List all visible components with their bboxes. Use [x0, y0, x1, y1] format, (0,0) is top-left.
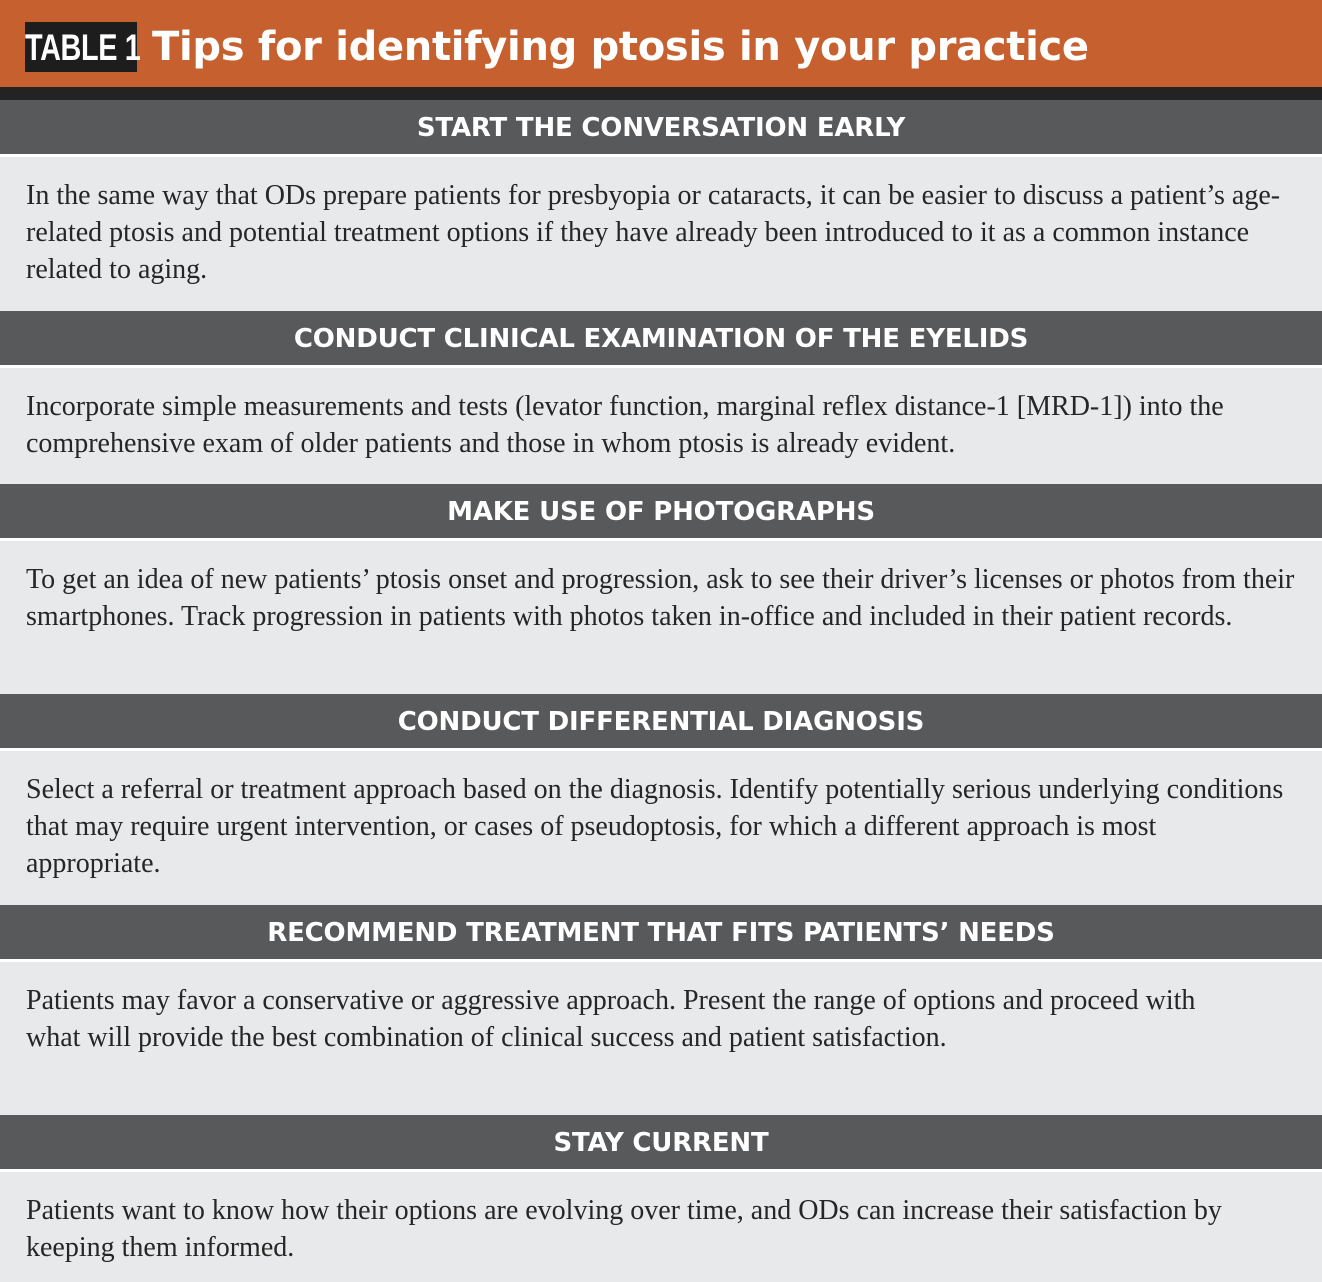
table-number-label: TABLE 1 — [25, 27, 141, 68]
section-heading: RECOMMEND TREATMENT THAT FITS PATIENTS’ NEEDS — [0, 905, 1322, 962]
table-title: Tips for identifying ptosis in your practice — [152, 24, 1089, 70]
section-body — [0, 541, 1322, 694]
tip-section — [0, 484, 1322, 694]
section-text: Patients want to know how their options are evolving over time, and ODs can increase their satisfaction by keeping them informed. — [26, 1195, 1222, 1263]
section-body — [0, 1172, 1322, 1282]
tip-section — [0, 905, 1322, 1115]
header-divider — [0, 87, 1322, 100]
section-text: Patients may favor a conservative or aggressive approach. Present the range of options and proceed with what will provide the best combination of clinical success and patient satisfaction. — [26, 985, 1196, 1053]
section-text: In the same way that ODs prepare patients for presbyopia or cataracts, it can be easier to discuss a patient’s age-related ptosis and potential treatment options if they have already been introduced to it as a common instance related to aging. — [26, 180, 1281, 285]
section-body — [0, 368, 1322, 484]
section-text: Incorporate simple measurements and tests (levator function, marginal reflex distance-1 [MRD-1]) into the comprehensive exam of older patients and those in whom ptosis is already evident. — [26, 391, 1224, 459]
tip-section — [0, 100, 1322, 311]
tip-section — [0, 1115, 1322, 1282]
section-body — [0, 962, 1322, 1115]
section-heading: MAKE USE OF PHOTOGRAPHS — [0, 484, 1322, 541]
section-heading: CONDUCT DIFFERENTIAL DIAGNOSIS — [0, 694, 1322, 751]
tip-section — [0, 694, 1322, 905]
tip-section — [0, 311, 1322, 484]
section-heading: STAY CURRENT — [0, 1115, 1322, 1172]
tips-list — [0, 100, 1322, 1282]
section-body — [0, 157, 1322, 311]
table-number-tag — [25, 22, 141, 72]
section-text: To get an idea of new patients’ ptosis onset and progression, ask to see their driver’s licenses or photos from their smartphones. Track progression in patients with photos taken in-office and included in their patient records. — [26, 564, 1295, 632]
section-heading: CONDUCT CLINICAL EXAMINATION OF THE EYELIDS — [0, 311, 1322, 368]
section-text: Select a referral or treatment approach based on the diagnosis. Identify potentially serious underlying conditions that may require urgent intervention, or cases of pseudoptosis, for which a different approach is most appropriate. — [26, 774, 1284, 879]
section-body — [0, 751, 1322, 905]
section-heading: START THE CONVERSATION EARLY — [0, 100, 1322, 157]
